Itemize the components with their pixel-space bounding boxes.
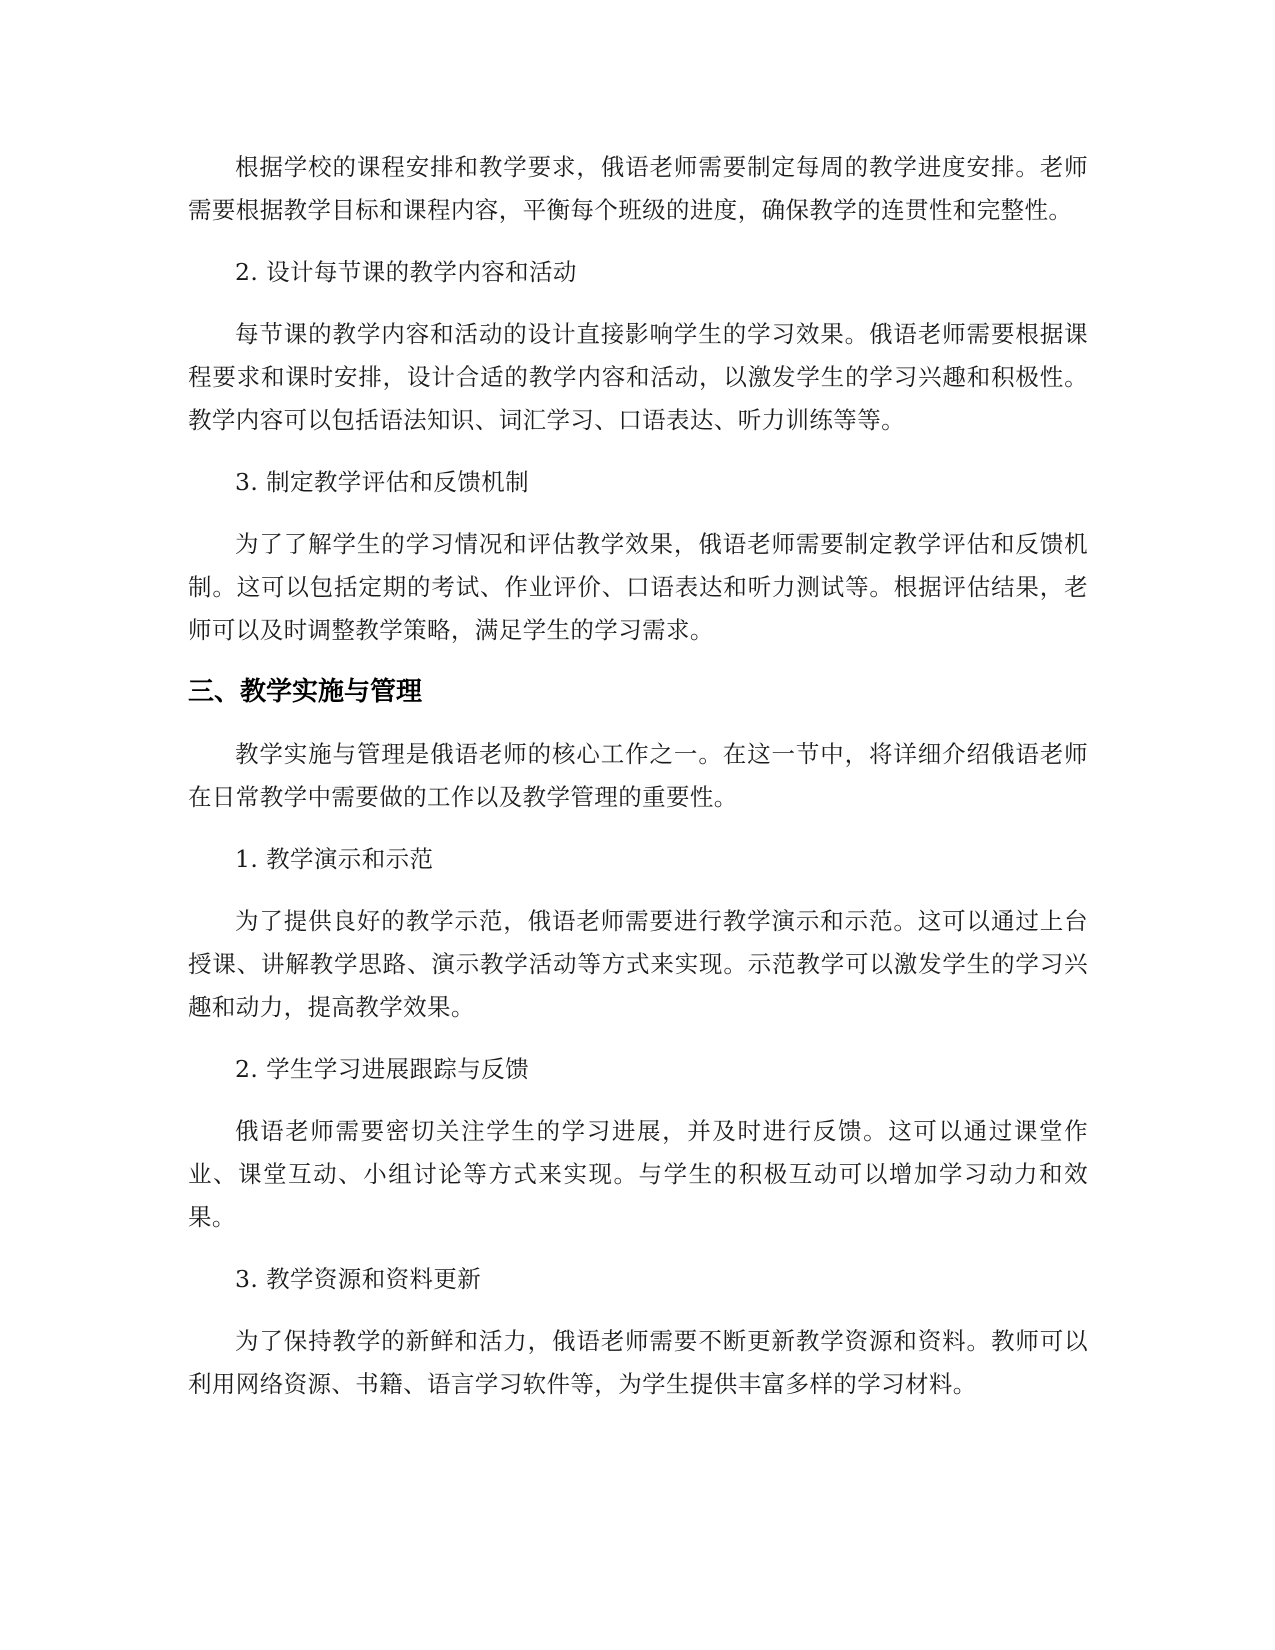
paragraph-schedule: 根据学校的课程安排和教学要求，俄语老师需要制定每周的教学进度安排。老师需要根据教学目标和课程内容，平衡每个班级的进度，确保教学的连贯性和完整性。 [188,153,1088,224]
list-item-evaluation: 3. 制定教学评估和反馈机制 [235,468,529,496]
paragraph-progress-tracking: 俄语老师需要密切关注学生的学习进展，并及时进行反馈。这可以通过课堂作业、课堂互动、小组讨论等方式来实现。与学生的积极互动可以增加学习动力和效果。 [188,1117,1088,1231]
list-item-demonstration: 1. 教学演示和示范 [235,845,434,873]
list-item-progress-tracking: 2. 学生学习进展跟踪与反馈 [235,1055,529,1083]
paragraph-demonstration: 为了提供良好的教学示范，俄语老师需要进行教学演示和示范。这可以通过上台授课、讲解教学思路、演示教学活动等方式来实现。示范教学可以激发学生的学习兴趣和动力，提高教学效果。 [188,907,1088,1021]
section-heading: 三、教学实施与管理 [188,677,423,707]
paragraph-evaluation: 为了了解学生的学习情况和评估教学效果，俄语老师需要制定教学评估和反馈机制。这可以包括定期的考试、作业评价、口语表达和听力测试等。根据评估结果，老师可以及时调整教学策略，满足学生的学习需求。 [188,530,1088,644]
document-page [188,146,1088,1406]
list-item-resources: 3. 教学资源和资料更新 [235,1265,482,1293]
paragraph-resources: 为了保持教学的新鲜和活力，俄语老师需要不断更新教学资源和资料。教师可以利用网络资源、书籍、语言学习软件等，为学生提供丰富多样的学习材料。 [188,1327,1088,1398]
list-item-design-lessons: 2. 设计每节课的教学内容和活动 [235,258,577,286]
paragraph-section-intro: 教学实施与管理是俄语老师的核心工作之一。在这一节中，将详细介绍俄语老师在日常教学中需要做的工作以及教学管理的重要性。 [188,740,1088,811]
paragraph-lesson-design: 每节课的教学内容和活动的设计直接影响学生的学习效果。俄语老师需要根据课程要求和课时安排，设计合适的教学内容和活动，以激发学生的学习兴趣和积极性。教学内容可以包括语法知识、词汇学习、口语表达、听力训练等等。 [188,320,1088,434]
